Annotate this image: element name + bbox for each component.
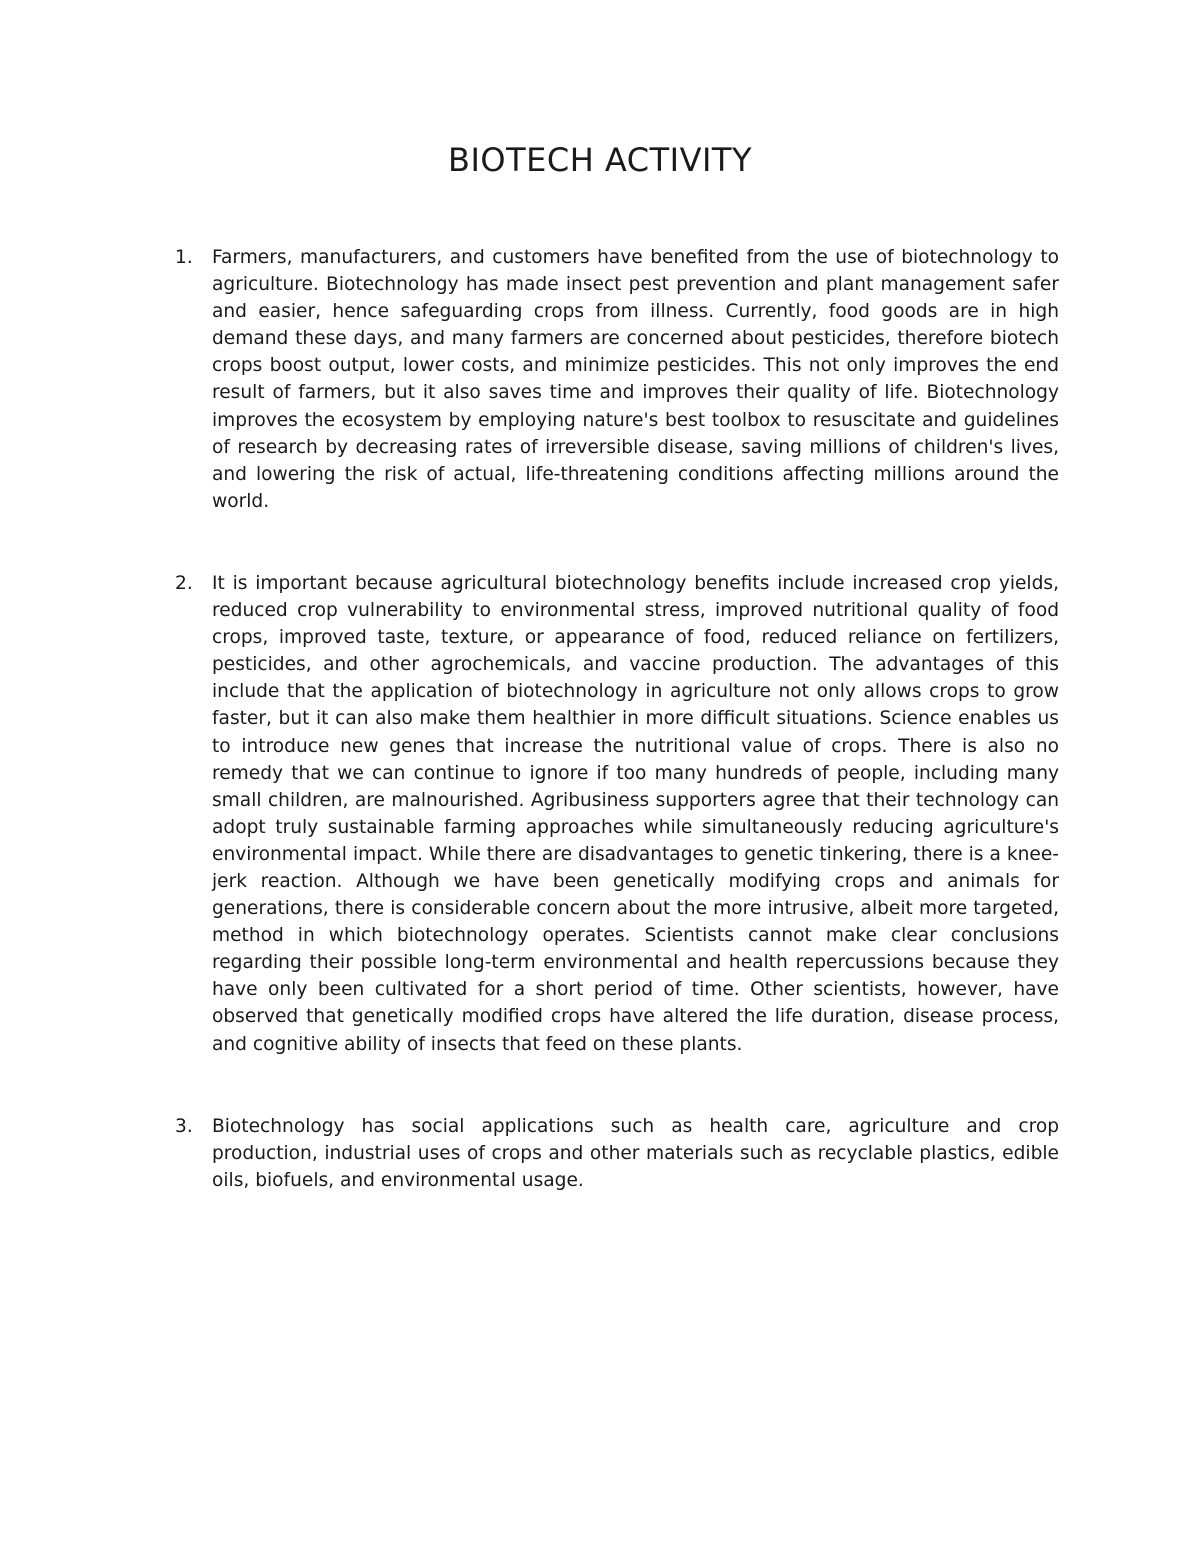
answer-list bbox=[175, 244, 1059, 1194]
answer-item-2 bbox=[175, 570, 1059, 1058]
answer-item-3 bbox=[175, 1113, 1059, 1194]
document-title: BIOTECH ACTIVITY bbox=[448, 141, 752, 179]
answer-number: 2. bbox=[175, 572, 193, 594]
answer-number: 1. bbox=[175, 247, 193, 268]
answer-text: Biotechnology has social applications such as health care, agriculture and crop production, industrial uses of crops and other materials such as recyclable plastics, edible oils, biofuels, and environmental usage. bbox=[212, 1115, 1059, 1191]
answer-text: It is important because agricultural biotechnology benefits include increased crop yields, reduced crop vulnerability to environmental stress, improved nutritional quality of food crops, improved taste, texture, or appearance of food, reduced reliance on fertilizers, pesticides, and other agrochemicals, and vaccine production. The advantages of this include that the application of biotechnology in agriculture not only allows crops to grow faster, but it can also make them healthier in more difficult situations. Science enables us to introduce new genes that increase the nutritional value of crops. There is also no remedy that we can continue to ignore if too many hundreds of people, including many small children, are malnourished. Agribusiness supporters agree that their technology can adopt truly sustainable farming approaches while simultaneously reducing agriculture's environmental impact. While there are disadvantages to genetic tinkering, there is a knee-jerk reaction. Although we have been genetically modifying crops and animals for generations, there is considerable concern about the more intrusive, albeit more targeted, method in which biotechnology operates. Scientists cannot make clear conclusions regarding their possible long-term environmental and health repercussions because they have only been cultivated for a short period of time. Other scientists, however, have observed that genetically modified crops have altered the life duration, disease process, and cognitive ability of insects that feed on these plants. bbox=[212, 572, 1059, 1055]
answer-number: 3. bbox=[175, 1115, 193, 1137]
answer-text: Farmers, manufacturers, and customers have benefited from the use of biotechnology to agriculture. Biotechnology has made insect pest prevention and plant management safer and easier, hence safeguarding crops from illness. Currently, food goods are in high demand these days, and many farmers are concerned about pesticides, therefore biotech crops boost output, lower costs, and minimize pesticides. This not only improves the end result of farmers, but it also saves time and improves their quality of life. Biotechnology improves the ecosystem by employing nature's best toolbox to resuscitate and guidelines of research by decreasing rates of irreversible disease, saving millions of children's lives, and lowering the risk of actual, life-threatening conditions affecting millions around the world. bbox=[212, 247, 1059, 512]
answer-item-1 bbox=[175, 244, 1059, 515]
